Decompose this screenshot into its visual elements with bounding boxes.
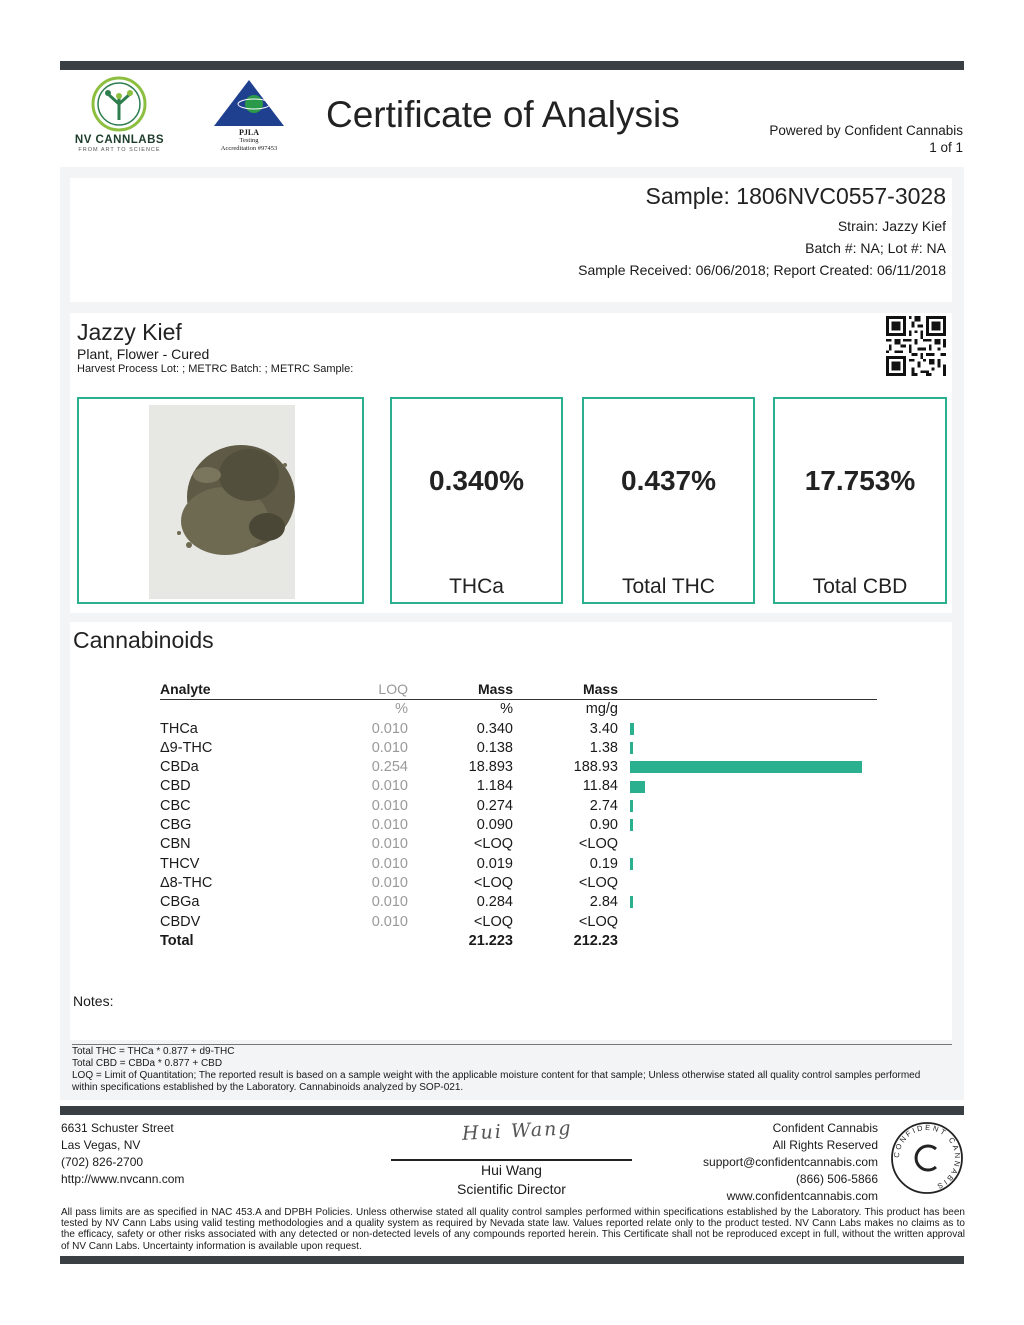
result-bar [630, 858, 633, 870]
cell-loq: 0.010 [371, 855, 408, 872]
svg-text:CONFIDENT CANNABIS [892, 1123, 962, 1192]
col-analyte: Analyte [160, 680, 340, 700]
cell-mass-pct: 0.340 [476, 720, 513, 737]
table-row [160, 816, 877, 835]
product-type: Plant, Flower - Cured [77, 346, 210, 362]
sample-photo [149, 405, 295, 599]
col-bar [618, 680, 877, 700]
page-number: 1 of 1 [929, 140, 963, 155]
company-website[interactable]: www.confidentcannabis.com [726, 1189, 878, 1203]
result-bar [630, 800, 633, 812]
unit-analyte [160, 700, 340, 720]
table-row [160, 797, 877, 816]
address-phone: (702) 826-2700 [61, 1155, 144, 1169]
table-body [160, 700, 877, 932]
powered-by: Powered by Confident Cannabis [769, 123, 963, 138]
signer-title: Scientific Director [457, 1181, 566, 1197]
cell-loq: 0.010 [371, 874, 408, 891]
cell-mass-pct: <LOQ [473, 913, 513, 930]
cell-mass-mgg: 0.90 [589, 817, 618, 834]
nv-cannlabs-wordmark: NV CANNLABS [74, 134, 165, 146]
result-bar [630, 781, 645, 793]
cell-mass-mgg: <LOQ [578, 913, 618, 930]
signer-name: Hui Wang [481, 1162, 542, 1178]
cell-loq: 0.010 [371, 797, 408, 814]
pjla-accreditation-logo [210, 78, 288, 156]
cell-analyte: CBC [160, 797, 191, 814]
summary-value: 0.437% [621, 465, 716, 496]
bottom-rule [60, 1256, 964, 1264]
cell-mass-mgg: 0.19 [589, 855, 618, 872]
result-bar [630, 742, 633, 754]
disclaimer: All pass limits are as specified in NAC 453.A and DPBH Policies. Unless otherwise stated all quality control samples performed within specifications established by the Laboratory. This product has been tested by NV Cann Labs using valid testing methodologies and a quality system as required by Nevada state law. Values reported relate only to the product tested. NV Cann Labs makes no claims as to the efficacy, safety or other risks associated with any detected or non-detected levels of any compounds reported herein. This Certificate shall not be reproduced except in full, without the written approval of NV Cann Labs. Uncertainty information is available upon request. [61, 1207, 965, 1252]
unit-loq: % [395, 701, 408, 718]
batch-lot: Batch #: NA; Lot #: NA [805, 240, 946, 256]
signature-line [391, 1159, 632, 1161]
table-row [160, 913, 877, 932]
cell-loq: 0.010 [371, 913, 408, 930]
result-bar [630, 761, 862, 773]
cell-loq: 0.010 [371, 836, 408, 853]
pjla-org: PJLA [239, 128, 259, 137]
notes-divider [72, 1044, 952, 1045]
pjla-accreditation-number: Accreditation #97453 [220, 145, 278, 152]
cell-mass-pct: 18.893 [468, 759, 513, 776]
table-header-row [160, 680, 877, 700]
summary-label: Total CBD [812, 575, 908, 598]
pjla-testing: Testing [239, 137, 259, 144]
total-pct: 21.223 [468, 932, 513, 949]
loq-note: LOQ = Limit of Quantitation; The reported result is based on a sample weight with the applicable moisture content for that sample; Unless otherwise stated all quality control samples performed within specifications established by the Laboratory. Cannabinoids analyzed by SOP-021. [72, 1070, 921, 1093]
qr-code[interactable] [886, 316, 946, 376]
table-row [160, 893, 877, 912]
result-bar [630, 896, 633, 908]
cell-mass-mgg: 2.84 [589, 894, 618, 911]
table-row [160, 739, 877, 758]
cell-mass-mgg: 188.93 [573, 759, 618, 776]
top-rule [60, 61, 964, 70]
total-row [160, 932, 877, 951]
cell-mass-mgg: <LOQ [578, 836, 618, 853]
summary-card-thca [390, 397, 563, 604]
cell-mass-mgg: 1.38 [589, 739, 618, 756]
company-info [703, 1120, 878, 1205]
address-website[interactable]: http://www.nvcann.com [61, 1172, 185, 1186]
cannabinoids-heading: Cannabinoids [73, 627, 214, 653]
notes-label: Notes: [73, 993, 114, 1009]
confident-cannabis-seal [890, 1121, 964, 1195]
strain: Strain: Jazzy Kief [837, 218, 946, 234]
cell-mass-pct: <LOQ [473, 836, 513, 853]
cell-analyte: CBGa [160, 894, 200, 911]
table-row [160, 855, 877, 874]
cell-mass-mgg: 11.84 [582, 778, 618, 795]
seal-text: CONFIDENT CANNABIS [891, 1122, 963, 1192]
cell-mass-pct: 0.284 [476, 894, 513, 911]
cell-analyte: THCV [160, 855, 200, 872]
cell-mass-mgg: <LOQ [578, 874, 618, 891]
company-rights: All Rights Reserved [772, 1138, 878, 1152]
cell-loq: 0.254 [371, 759, 408, 776]
cell-analyte: Δ8-THC [160, 874, 213, 891]
sample-photo-card [77, 397, 364, 604]
formula-thc: Total THC = THCa * 0.877 + d9-THC [72, 1046, 235, 1057]
summary-card-total-thc [582, 397, 755, 604]
footer-rule [60, 1106, 964, 1115]
cell-loq: 0.010 [371, 817, 408, 834]
formula-cbd: Total CBD = CBDa * 0.877 + CBD [72, 1058, 223, 1069]
cell-mass-pct: 0.090 [476, 817, 513, 834]
cell-analyte: CBDV [160, 913, 201, 930]
units-row [160, 700, 877, 720]
result-bar [630, 723, 634, 735]
nv-cannlabs-tagline: FROM ART TO SCIENCE [78, 147, 161, 153]
cell-loq: 0.010 [371, 739, 408, 756]
table-row [160, 777, 877, 796]
cell-analyte: CBD [160, 778, 191, 795]
table-row [160, 835, 877, 854]
product-lots: Harvest Process Lot: ; METRC Batch: ; METRC Sample: [77, 363, 354, 375]
cell-loq: 0.010 [371, 720, 408, 737]
cell-analyte: THCa [160, 720, 198, 737]
cell-analyte: Δ9-THC [160, 739, 213, 756]
table-row [160, 874, 877, 893]
cell-mass-pct: 0.019 [476, 855, 513, 872]
col-mass-pct: Mass [408, 680, 513, 700]
cell-loq: 0.010 [371, 778, 408, 795]
company-email[interactable]: support@confidentcannabis.com [703, 1155, 878, 1169]
lab-address [61, 1120, 184, 1188]
sample-id: Sample: 1806NVC0557-3028 [645, 183, 946, 209]
cell-analyte: CBN [160, 836, 191, 853]
page-title: Certificate of Analysis [326, 94, 680, 135]
cell-mass-pct: 1.184 [476, 778, 513, 795]
total-mgg: 212.23 [573, 932, 618, 949]
total-label: Total [160, 932, 194, 949]
summary-label: THCa [449, 575, 504, 598]
cannabinoids-table [160, 680, 877, 951]
cell-mass-pct: <LOQ [473, 874, 513, 891]
table-row [160, 720, 877, 739]
cell-mass-mgg: 2.74 [589, 797, 618, 814]
company-name: Confident Cannabis [772, 1121, 878, 1135]
cell-mass-mgg: 3.40 [589, 720, 618, 737]
col-mass-mgg: Mass [513, 680, 618, 700]
cell-analyte: CBG [160, 817, 192, 834]
summary-label: Total THC [622, 575, 715, 598]
summary-card-total-cbd [773, 397, 947, 604]
summary-value: 17.753% [804, 465, 916, 496]
nv-cannlabs-logo [62, 74, 177, 156]
cell-mass-pct: 0.138 [476, 739, 513, 756]
result-bar [630, 819, 633, 831]
unit-mgg: mg/g [585, 701, 618, 718]
cell-loq: 0.010 [371, 894, 408, 911]
cell-analyte: CBDa [160, 759, 199, 776]
address-street: 6631 Schuster Street [61, 1121, 174, 1135]
address-city: Las Vegas, NV [61, 1138, 141, 1152]
col-loq: LOQ [340, 680, 408, 700]
signature: Hui Wang [461, 1117, 574, 1145]
cell-mass-pct: 0.274 [476, 797, 513, 814]
table-row [160, 758, 877, 777]
company-phone: (866) 506-5866 [795, 1172, 878, 1186]
unit-pct: % [500, 701, 513, 718]
sample-dates: Sample Received: 06/06/2018; Report Created: 06/11/2018 [578, 262, 946, 278]
product-name: Jazzy Kief [77, 319, 182, 345]
summary-value: 0.340% [429, 465, 524, 496]
